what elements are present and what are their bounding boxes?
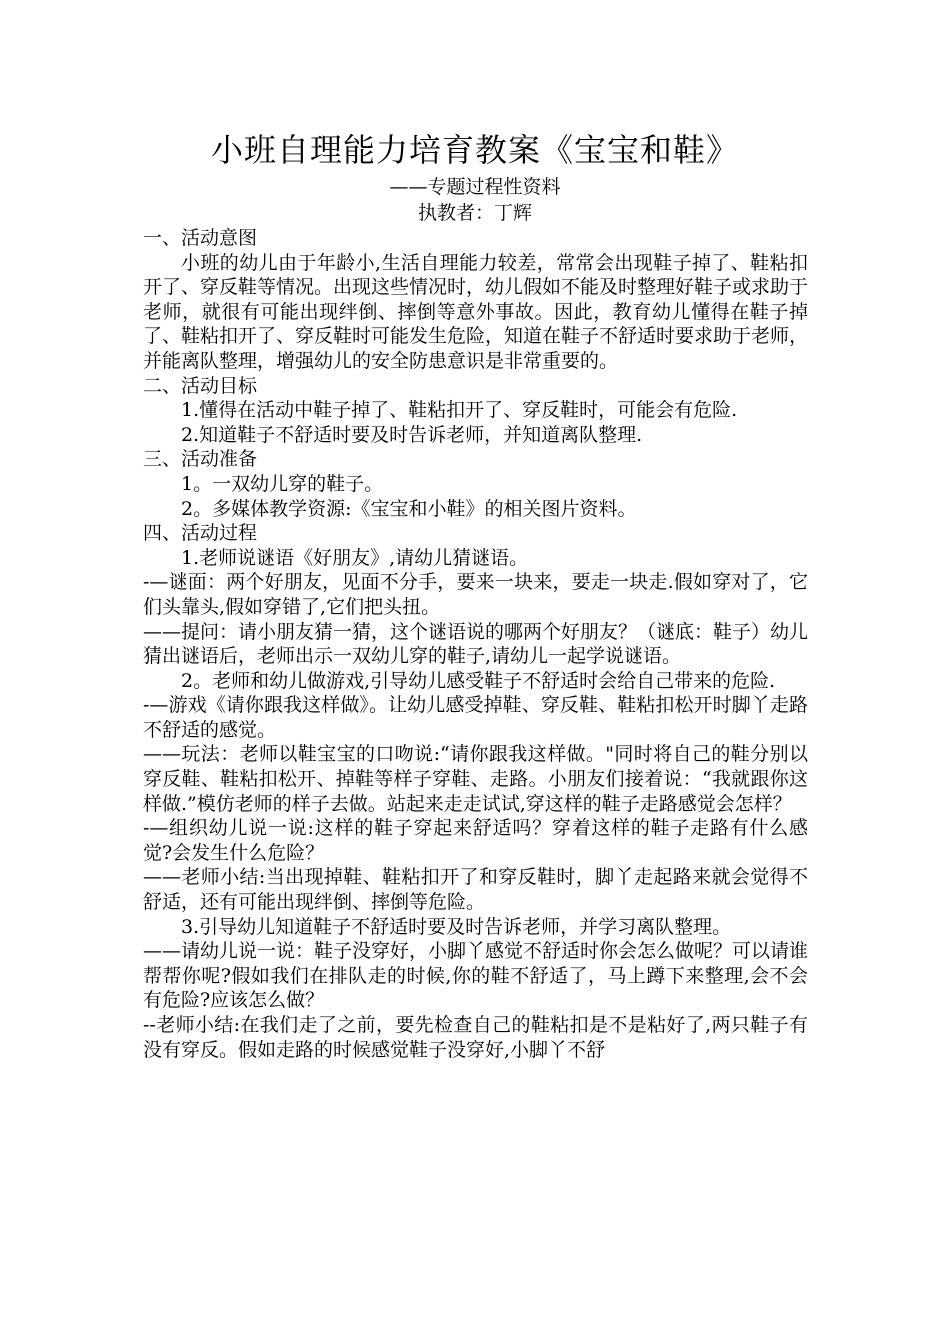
paragraph: ——玩法：老师以鞋宝宝的口吻说:“请你跟我这样做。"同时将自己的鞋分别以穿反鞋、鞋粘扣松开、掉鞋等样子穿鞋、走路。小朋友们接着说：“我就跟你这样做.”模仿老师的样子去做。站起来走走试试,穿这样的鞋子走路感觉会怎样？ bbox=[143, 743, 808, 815]
paragraph: ——老师小结:当出现掉鞋、鞋粘扣开了和穿反鞋时，脚丫走起路来就会觉得不舒适，还有可能出现绊倒、摔倒等危险。 bbox=[143, 866, 808, 914]
paragraph: 2。老师和幼儿做游戏,引导幼儿感受鞋子不舒适时会给自己带来的危险. bbox=[181, 669, 776, 692]
paragraph: 2。多媒体教学资源:《宝宝和小鞋》的相关图片资料。 bbox=[181, 497, 637, 520]
document-subtitle: ——专题过程性资料 bbox=[389, 176, 561, 198]
paragraph: 1。一双幼儿穿的鞋子。 bbox=[181, 472, 384, 495]
section-heading: 四、活动过程 bbox=[143, 522, 258, 545]
paragraph: ——请幼儿说一说：鞋子没穿好，小脚丫感觉不舒适时你会怎么做呢？可以请谁帮帮你呢?假如我们在排队走的时候,你的鞋不舒适了，马上蹲下来整理,会不会有危险?应该怎么做？ bbox=[143, 940, 809, 1012]
document-author: 执教者：丁辉 bbox=[417, 202, 532, 224]
paragraph: -—游戏《请你跟我这样做》。让幼儿感受掉鞋、穿反鞋、鞋粘扣松开时脚丫走路不舒适的感觉。 bbox=[143, 694, 808, 741]
section-heading: 三、活动准备 bbox=[143, 448, 258, 471]
section-heading: 二、活动目标 bbox=[143, 374, 258, 397]
section-heading: 一、活动意图 bbox=[143, 227, 258, 249]
document-body bbox=[143, 226, 808, 1062]
paragraph: -—组织幼儿说一说:这样的鞋子穿起来舒适吗？穿着这样的鞋子走路有什么感觉?会发生什么危险？ bbox=[143, 817, 808, 864]
paragraph: ——提问：请小朋友猜一猜，这个谜语说的哪两个好朋友？（谜底：鞋子）幼儿猜出谜语后，老师出示一双幼儿穿的鞋子,请幼儿一起学说谜语。 bbox=[143, 620, 809, 668]
paragraph: 3.引导幼儿知道鞋子不舒适时要及时告诉老师，并学习离队整理。 bbox=[181, 915, 732, 938]
document-title: 小班自理能力培育教案《宝宝和鞋》 bbox=[210, 131, 739, 169]
paragraph: 小班的幼儿由于年龄小,生活自理能力较差，常常会出现鞋子掉了、鞋粘扣开了、穿反鞋等情况。出现这些情况时，幼儿假如不能及时整理好鞋子或求助于老师，就很有可能出现绊倒、摔倒等意外事故。因此，教育幼儿懂得在鞋子掉了、鞋粘扣开了、穿反鞋时可能发生危险，知道在鞋子不舒适时要求助于老师，并能离队整理，增强幼儿的安全防患意识是非常重要的。 bbox=[143, 251, 809, 372]
paragraph: 2.知道鞋子不舒适时要及时告诉老师，并知道离队整理. bbox=[181, 423, 643, 446]
paragraph: --老师小结:在我们走了之前，要先检查自己的鞋粘扣是不是粘好了,两只鞋子有没有穿反。假如走路的时候感觉鞋子没穿好,小脚丫不舒 bbox=[143, 1014, 808, 1061]
paragraph: 1.懂得在活动中鞋子掉了、鞋粘扣开了、穿反鞋时，可能会有危险. bbox=[181, 399, 738, 422]
paragraph: -—谜面：两个好朋友，见面不分手，要来一块来，要走一块走.假如穿对了，它们头靠头,假如穿错了,它们把头扭。 bbox=[143, 571, 808, 618]
paragraph: 1.老师说谜语《好朋友》,请幼儿猜谜语。 bbox=[181, 546, 529, 569]
